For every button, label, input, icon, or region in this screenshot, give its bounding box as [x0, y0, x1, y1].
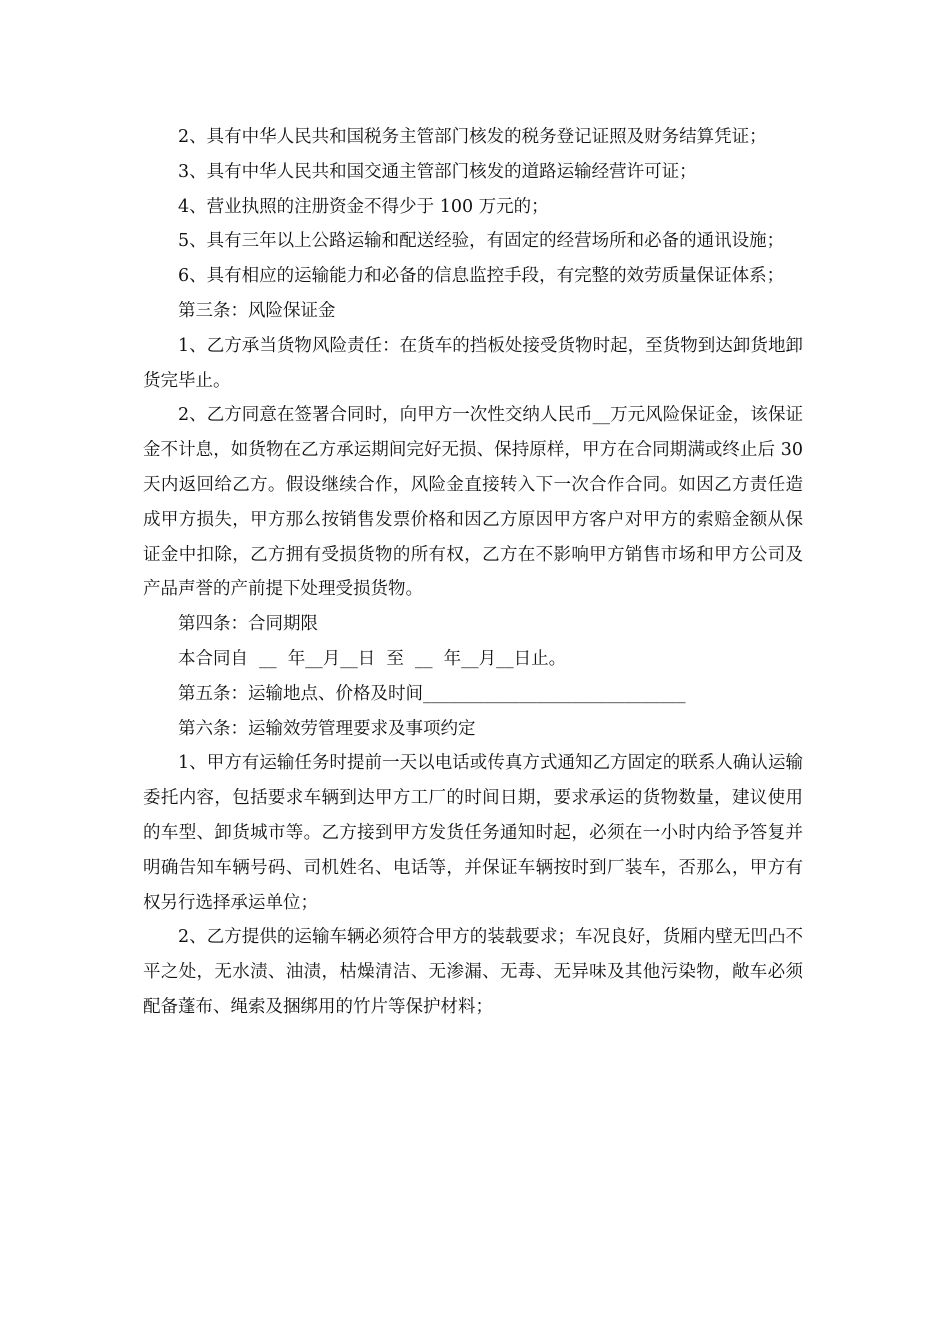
- article-6-item-2: 2、乙方提供的运输车辆必须符合甲方的装载要求；车况良好，货厢内壁无凹凸不平之处，无水渍、油渍，枯燥清洁、无渗漏、无毒、无异味及其他污染物，敞车必须配备蓬布、绳索及捆绑用的竹片等保护材料；: [143, 927, 803, 1017]
- clause-2-tax-registration: 2、具有中华人民共和国税务主管部门核发的税务登记证照及财务结算凭证；: [178, 127, 767, 147]
- article-6-heading: 第六条：运输效劳管理要求及事项约定: [178, 718, 476, 739]
- article-6-item-1: 1、甲方有运输任务时提前一天以电话或传真方式通知乙方固定的联系人确认运输委托内容，包括要求车辆到达甲方工厂的时间日期，要求承运的货物数量，建议使用的车型、卸货城市等。乙方接到甲方发货任务通知时起，必须在一小时内给予答复并明确告知车辆号码、司机姓名、电话等，并保证车辆按时到厂装车，否那么，甲方有权另行选择承运单位；: [143, 753, 803, 913]
- clause-5-experience: 5、具有三年以上公路运输和配送经验，有固定的经营场所和必备的通讯设施；: [178, 231, 785, 252]
- clause-6-capability: 6、具有相应的运输能力和必备的信息监控手段，有完整的效劳质量保证体系；: [178, 266, 785, 287]
- article-3-item-2: 2、乙方同意在签署合同时，向甲方一次性交纳人民币__万元风险保证金，该保证金不计息，如货物在乙方承运期间完好无损、保持原样，甲方在合同期满或终止后 30 天内返回给乙方。假设继续合作，风险金直接转入下一次合作合同。如因乙方责任造成甲方损失，甲方那么按销售发票价格和因乙方原因甲方客户对甲方的索赔金额从保证金中扣除，乙方拥有受损货物的所有权，乙方在不影响甲方销售市场和甲方公司及产品声誉的产前提下处理受损货物。: [143, 405, 809, 600]
- contract-body: [143, 120, 809, 1025]
- article-4-heading: 第四条：合同期限: [178, 614, 318, 635]
- article-3-heading: 第三条：风险保证金: [178, 300, 336, 321]
- contract-term-line: 本合同自 __ 年__月__日 至 __ 年__月__日止。: [178, 648, 567, 669]
- article-3-item-1: 1、乙方承当货物风险责任：在货车的挡板处接受货物时起，至货物到达卸货地卸货完毕止。: [143, 335, 803, 391]
- clause-4-registered-capital: 4、营业执照的注册资金不得少于 100 万元的；: [178, 196, 549, 217]
- article-5-heading: 第五条：运输地点、价格及时间______________________________: [178, 683, 686, 704]
- clause-3-transport-license: 3、具有中华人民共和国交通主管部门核发的道路运输经营许可证；: [178, 161, 697, 182]
